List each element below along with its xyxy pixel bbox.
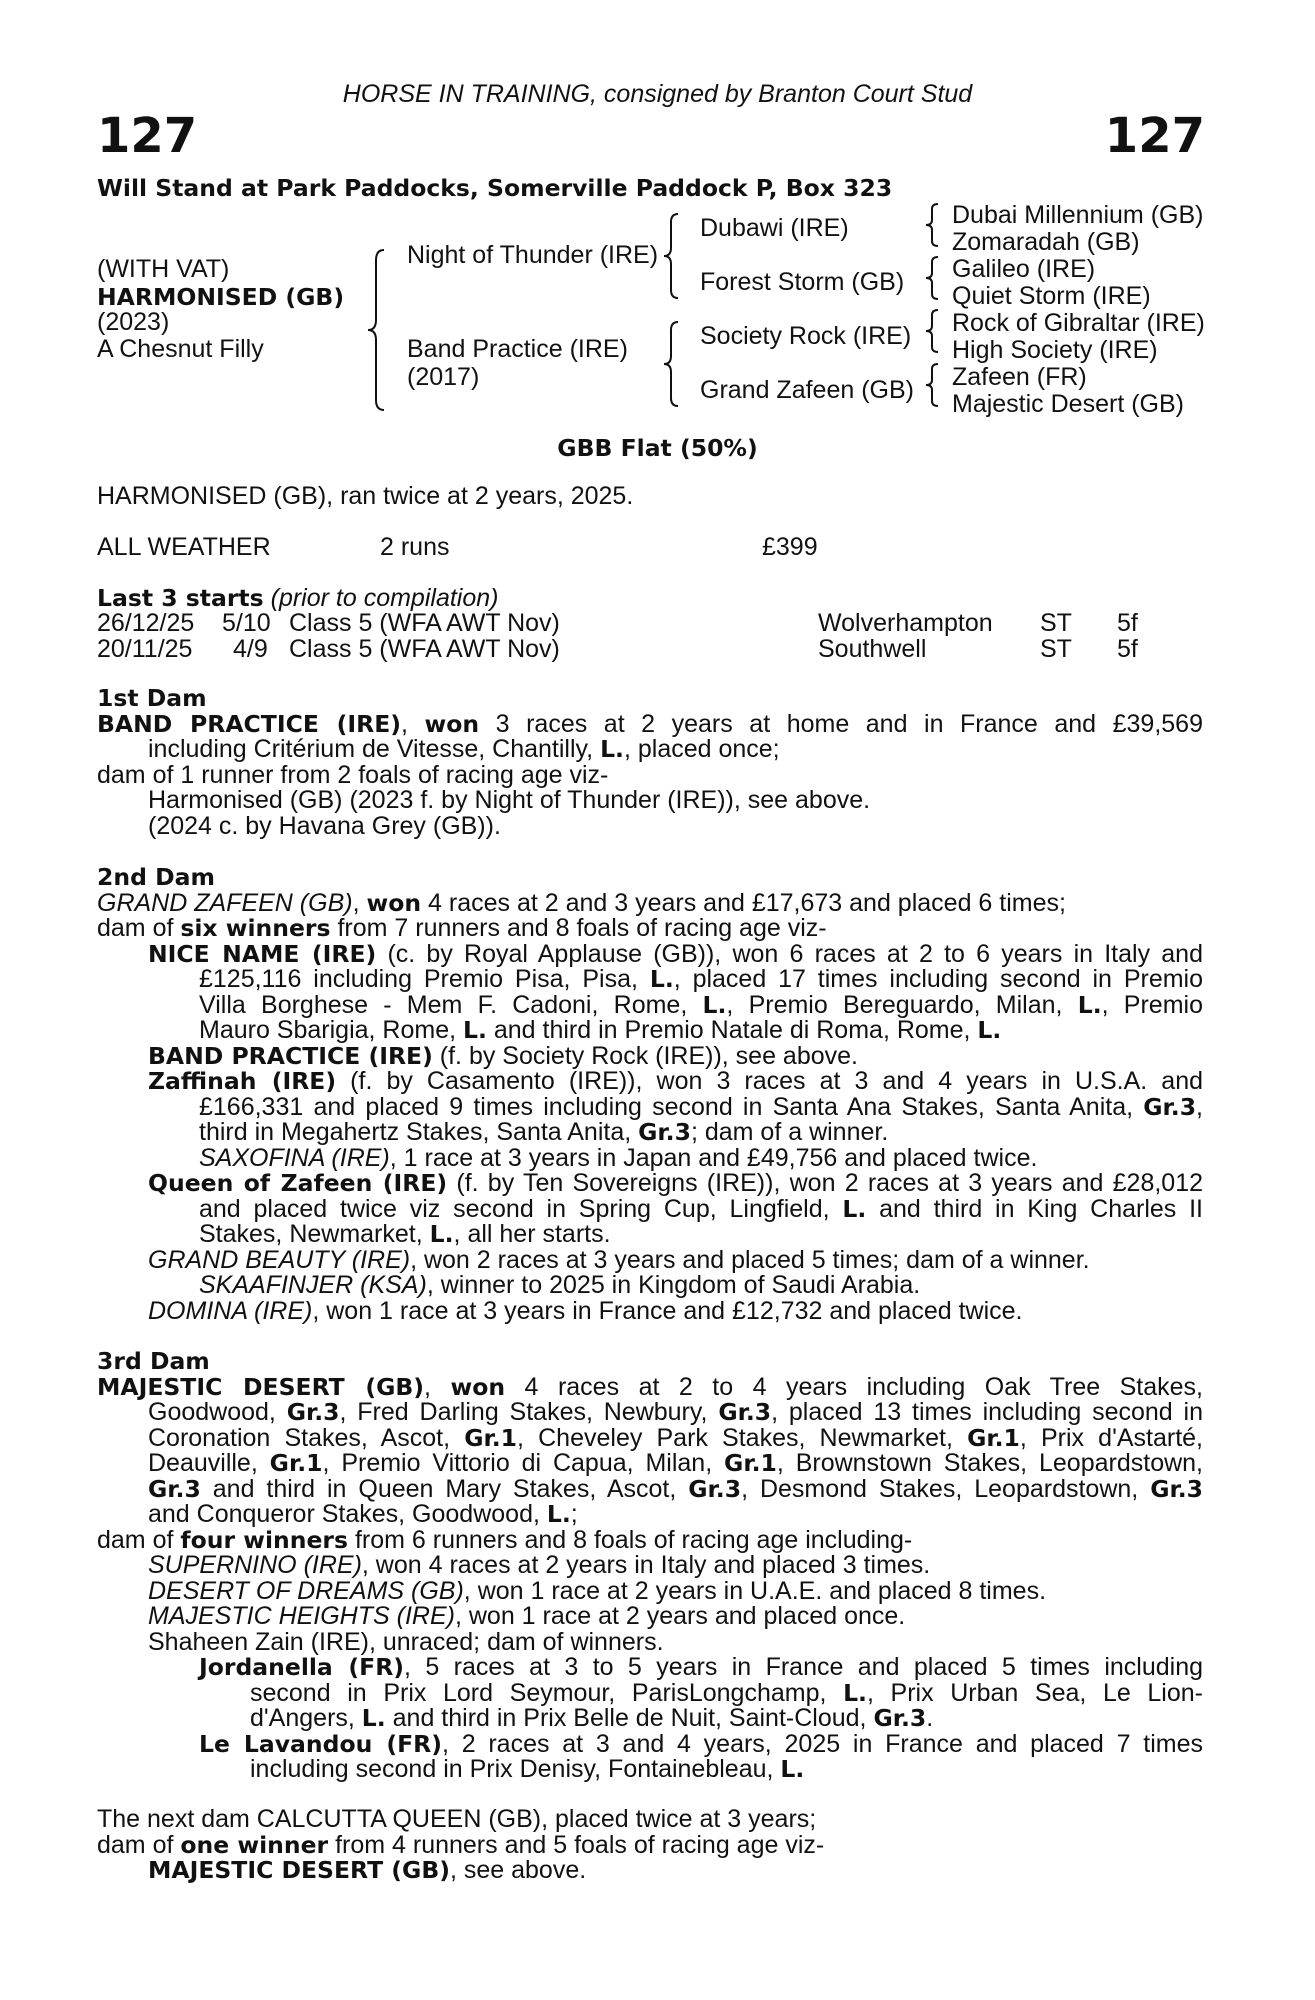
progeny-line <box>97 1296 1203 1325</box>
third-dam-text: Goodwood, <box>148 1398 287 1426</box>
progeny-text: , won 2 races at 3 years and placed 5 times; dam of a winner. <box>410 1245 1090 1274</box>
third-dam-line <box>97 1423 1204 1452</box>
progeny-line <box>97 1757 1203 1783</box>
start-date: 26/12/25 <box>97 609 195 637</box>
next-dam-section <box>97 1807 1203 1884</box>
horse-year: (2023) <box>97 308 170 336</box>
first-dam-section <box>97 686 1203 839</box>
third-dam-line <box>97 1451 1203 1477</box>
progeny-text: and third in Prix Belle de Nuit, Saint-Cloud, <box>385 1704 874 1732</box>
progeny-name: GRAND BEAUTY (IRE) <box>148 1245 411 1274</box>
start-going: ST <box>1040 609 1072 637</box>
progeny-line <box>97 1222 1203 1248</box>
next-dam-line: The next dam CALCUTTA QUEEN (GB), placed twice at 3 years; <box>97 1805 817 1833</box>
pedigree-sire-dam: Forest Storm (GB) <box>700 268 905 296</box>
listed-marker: L. <box>843 1678 867 1707</box>
pedigree-gen3-2: Zomaradah (GB) <box>952 228 1140 256</box>
progeny-line <box>97 1273 1203 1299</box>
first-dam-text: , placed once; <box>623 735 780 763</box>
progeny-text: Mauro Sbarigia, Rome, <box>199 1016 464 1044</box>
next-dam-produce <box>97 1830 1203 1859</box>
third-dam-heading: 3rd Dam <box>97 1347 210 1375</box>
progeny-text: , Prix Urban Sea, Le Lion- <box>866 1678 1203 1707</box>
progeny-line <box>97 1069 1203 1095</box>
pedigree-gen3-6: High Society (IRE) <box>952 336 1158 364</box>
third-dam-line <box>97 1502 1203 1528</box>
third-dam-text: ; <box>570 1500 578 1528</box>
record-runs: 2 runs <box>380 533 450 561</box>
progeny-name: Zaffinah (IRE) <box>148 1067 337 1095</box>
produce-winners: six winners <box>180 914 331 942</box>
second-dam-text: 4 races at 2 and 3 years and £17,673 and placed 6 times; <box>421 888 1066 917</box>
progeny-text: , 5 races at 3 to 5 years in France and placed 5 times including <box>404 1653 1203 1681</box>
group-marker: Gr.3 <box>148 1474 201 1503</box>
first-dam-progeny: (2024 c. by Havana Grey (GB)). <box>148 811 501 840</box>
produce-winners: four winners <box>180 1525 348 1554</box>
group-marker: Gr.3 <box>1150 1474 1203 1503</box>
progeny-line <box>97 1143 1203 1172</box>
progeny-text: , won 1 race at 2 years and placed once. <box>454 1602 906 1630</box>
record-earnings: £399 <box>762 533 818 561</box>
produce-text: from 6 runners and 8 foals of racing age including- <box>348 1525 913 1554</box>
group-marker: Gr.3 <box>688 1474 742 1503</box>
progeny-name: Jordanella (FR) <box>199 1653 405 1681</box>
third-dam-name: MAJESTIC DESERT (GB) <box>97 1372 425 1401</box>
progeny-line <box>97 1018 1203 1044</box>
pedigree-brace-g1 <box>924 204 940 246</box>
listed-marker: L. <box>842 1194 867 1223</box>
progeny-name: Le Lavandou (FR) <box>199 1729 442 1758</box>
listed-marker: L. <box>361 1704 386 1732</box>
produce-text: dam of <box>97 1830 181 1859</box>
pedigree-brace-dam <box>662 322 680 406</box>
third-dam-text: and Conqueror Stakes, Goodwood, <box>148 1500 547 1528</box>
second-dam-produce <box>97 916 1203 942</box>
listed-marker: L. <box>780 1755 805 1783</box>
pedigree-dam-dam: Grand Zafeen (GB) <box>700 376 914 404</box>
progeny-name: Queen of Zafeen (IRE) <box>148 1169 448 1197</box>
progeny-text: Villa Borghese - Mem F. Cadoni, Rome, <box>199 990 703 1019</box>
progeny-text: , Premio <box>1101 990 1203 1019</box>
third-dam-text: , Desmond Stakes, Leopardstown, <box>741 1474 1151 1503</box>
progeny-text: d'Angers, <box>250 1704 362 1732</box>
start-race: Class 5 (WFA AWT Nov) <box>289 635 560 663</box>
progeny-text: , all her starts. <box>453 1220 611 1248</box>
progeny-line <box>97 1041 1203 1070</box>
progeny-line: £166,331 and placed 9 times including second in Santa Ana Stakes, Santa Anita, Gr.3, <box>199 1092 1203 1121</box>
progeny-line <box>97 1576 1203 1605</box>
first-dam-produce: dam of 1 runner from 2 foals of racing age viz- <box>97 760 609 789</box>
third-dam-text: , Brownstown Stakes, Leopardstown, <box>776 1449 1203 1477</box>
third-dam-text: 4 races at 2 to 4 years including Oak Tree Stakes, <box>505 1372 1203 1401</box>
produce-text: dam of <box>97 914 181 942</box>
progeny-text: , 2 races at 3 and 4 years, 2025 in France and placed 7 times <box>441 1729 1203 1758</box>
lot-number-left: 127 <box>97 108 198 164</box>
vat-note: (WITH VAT) <box>97 255 230 283</box>
first-dam-text: 3 races at 2 years at home and in France and £39,569 <box>479 709 1203 738</box>
start-distance: 5f <box>1117 609 1138 637</box>
progeny-text: (f. by Casamento (IRE)), won 3 races at 3 and 4 years in U.S.A. and <box>336 1067 1203 1095</box>
listed-marker: L. <box>977 1016 1002 1044</box>
last-starts-heading <box>97 586 498 612</box>
progeny-line <box>97 1245 1203 1274</box>
pedigree-dam: Band Practice (IRE) <box>407 335 628 363</box>
progeny-line <box>97 1706 1203 1732</box>
progeny-text: , won 1 race at 3 years in France and £12,732 and placed twice. <box>312 1296 1023 1325</box>
third-dam-line <box>97 1474 1203 1503</box>
won-label: won <box>424 709 480 738</box>
progeny-text: and third in King Charles II <box>866 1194 1203 1223</box>
third-dam-produce <box>97 1525 1203 1554</box>
progeny-name: BAND PRACTICE (IRE) <box>148 1041 433 1070</box>
pedigree-gen3-4: Quiet Storm (IRE) <box>952 282 1151 310</box>
pedigree-brace-g3 <box>924 310 940 352</box>
first-dam-line <box>97 737 1203 763</box>
start-date: 20/11/25 <box>97 635 193 663</box>
progeny-name: NICE NAME (IRE) <box>148 939 377 968</box>
start-race: Class 5 (WFA AWT Nov) <box>289 609 560 637</box>
third-dam-text: Deauville, <box>148 1449 270 1477</box>
pedigree-brace-g4 <box>924 364 940 406</box>
second-dam-name: GRAND ZAFEEN (GB) <box>97 888 353 917</box>
third-dam-section <box>97 1349 1203 1783</box>
progeny-text: (f. by Ten Sovereigns (IRE)), won 2 races at 3 years and £28,012 <box>447 1169 1204 1197</box>
progeny-text: including second in Prix Denisy, Fontainebleau, <box>250 1755 781 1783</box>
third-dam-line <box>97 1400 1203 1426</box>
produce-text: from 4 runners and 5 foals of racing age viz- <box>328 1830 825 1859</box>
progeny-text: Stakes, Newmarket, <box>199 1220 430 1248</box>
second-dam-line: GRAND ZAFEEN (GB), won 4 races at 2 and 3 years and £17,673 and placed 6 times; <box>97 888 1066 917</box>
first-dam-name: BAND PRACTICE (IRE) <box>97 709 402 738</box>
progeny-line <box>97 1120 1203 1146</box>
record-surface: ALL WEATHER <box>97 533 271 561</box>
progeny-text: , placed 17 times including second in Premio <box>673 965 1203 993</box>
last-starts-note: (prior to compilation) <box>270 584 499 612</box>
progeny-text: , winner to 2025 in Kingdom of Saudi Arabia. <box>426 1271 921 1299</box>
progeny-line <box>97 990 1203 1019</box>
progeny-text: (f. by Society Rock (IRE)), see above. <box>432 1041 858 1070</box>
pedigree-sire-sire: Dubawi (IRE) <box>700 214 849 242</box>
pedigree-brace-sire <box>662 214 680 298</box>
progeny-line <box>97 1604 1203 1630</box>
progeny-text: second in Prix Lord Seymour, ParisLongchamp, <box>250 1678 844 1707</box>
progeny-line <box>97 1729 1203 1758</box>
progeny-text: , won 1 race at 2 years in U.A.E. and placed 8 times. <box>463 1576 1047 1605</box>
progeny-line: Shaheen Zain (IRE), unraced; dam of winners. <box>148 1627 664 1656</box>
progeny-text: £125,116 including Premio Pisa, Pisa, <box>199 965 650 993</box>
progeny-text: , won 4 races at 2 years in Italy and placed 3 times. <box>361 1551 931 1579</box>
listed-marker: L. <box>1077 990 1102 1019</box>
progeny-name: DESERT OF DREAMS (GB) <box>148 1576 464 1605</box>
pedigree-dam-sire: Society Rock (IRE) <box>700 322 912 350</box>
progeny-text: and placed twice viz second in Spring Cup, Lingfield, <box>199 1194 843 1223</box>
start-position: 4/9 <box>233 635 268 663</box>
pedigree-gen3-5: Rock of Gibraltar (IRE) <box>952 309 1205 337</box>
won-label: won <box>366 888 422 917</box>
third-dam-text: , Fred Darling Stakes, Newbury, <box>339 1398 719 1426</box>
start-going: ST <box>1040 635 1072 663</box>
lot-number-right: 127 <box>1104 108 1205 164</box>
progeny-text: , Premio Bereguardo, Milan, <box>726 990 1078 1019</box>
progeny-line <box>97 1553 1203 1579</box>
progeny-name: SKAAFINJER (KSA) <box>199 1271 427 1299</box>
listed-marker: L. <box>702 990 727 1019</box>
horse-description: A Chesnut Filly <box>97 335 264 363</box>
listed-marker: L. <box>600 735 624 763</box>
progeny-line <box>97 939 1203 968</box>
progeny-text: and third in Premio Natale di Roma, Rome, <box>486 1016 978 1044</box>
progeny-text: (c. by Royal Applause (GB)), won 6 races at 2 to 6 years in Italy and <box>376 939 1203 968</box>
pedigree-brace-main <box>366 250 386 410</box>
group-marker: Gr.3 <box>638 1118 691 1146</box>
produce-winners: one winner <box>180 1830 329 1859</box>
progeny-text: £166,331 and placed 9 times including second in Santa Ana Stakes, Santa Anita, <box>199 1092 1144 1121</box>
group-marker: Gr.3 <box>1143 1092 1197 1121</box>
listed-marker: L. <box>429 1220 454 1248</box>
progeny-line <box>97 1655 1203 1681</box>
pedigree-gen3-7: Zafeen (FR) <box>952 363 1087 391</box>
third-dam-text: Coronation Stakes, Ascot, <box>148 1423 465 1452</box>
progeny-name: SAXOFINA (IRE) <box>199 1143 390 1172</box>
progeny-line <box>97 1858 1203 1884</box>
progeny-name: DOMINA (IRE) <box>148 1296 313 1325</box>
start-course: Southwell <box>818 635 927 663</box>
stand-location: Will Stand at Park Paddocks, Somerville Paddock P, Box 323 <box>97 174 893 202</box>
race-summary: HARMONISED (GB), ran twice at 2 years, 2025. <box>97 482 634 510</box>
third-dam-text: , Cheveley Park Stakes, Newmarket, <box>517 1423 968 1452</box>
start-course: Wolverhampton <box>818 609 993 637</box>
third-dam-text: , placed 13 times including second in <box>771 1398 1203 1426</box>
last-starts-title: Last 3 starts <box>97 584 264 612</box>
progeny-line <box>97 1678 1203 1707</box>
progeny-line <box>97 1194 1203 1223</box>
third-dam-text: and third in Queen Mary Stakes, Ascot, <box>200 1474 689 1503</box>
progeny-name: SUPERNINO (IRE) <box>148 1551 362 1579</box>
progeny-name: MAJESTIC HEIGHTS (IRE) <box>148 1602 455 1630</box>
second-dam-heading: 2nd Dam <box>97 863 215 891</box>
pedigree-sire: Night of Thunder (IRE) <box>407 241 659 269</box>
pedigree-dam-year: (2017) <box>407 363 480 391</box>
produce-text: from 7 runners and 8 foals of racing age viz- <box>330 914 827 942</box>
group-marker: Gr.3 <box>718 1398 772 1426</box>
first-dam-progeny: Harmonised (GB) (2023 f. by Night of Thunder (IRE)), see above. <box>148 786 871 814</box>
progeny-text: third in Megahertz Stakes, Santa Anita, <box>199 1118 639 1146</box>
progeny-text: ; dam of a winner. <box>690 1118 889 1146</box>
listed-marker: L. <box>649 965 674 993</box>
progeny-text: , see above. <box>449 1856 587 1884</box>
first-dam-heading: 1st Dam <box>97 684 207 712</box>
produce-text: dam of <box>97 1525 181 1554</box>
pedigree-gen3-1: Dubai Millennium (GB) <box>952 201 1204 229</box>
progeny-line <box>97 1171 1203 1197</box>
third-dam-text: , Premio Vittorio di Capua, Milan, <box>322 1449 725 1477</box>
progeny-text: , 1 race at 3 years in Japan and £49,756 and placed twice. <box>389 1143 1038 1172</box>
progeny-text: . <box>926 1704 934 1732</box>
group-marker: Gr.1 <box>269 1449 323 1477</box>
listed-marker: L. <box>463 1016 487 1044</box>
start-position: 5/10 <box>222 609 271 637</box>
group-marker: Gr.1 <box>967 1423 1020 1452</box>
first-dam-line: BAND PRACTICE (IRE), won 3 races at 2 years at home and in France and £39,569 <box>97 709 1203 738</box>
pedigree-gen3-8: Majestic Desert (GB) <box>952 390 1184 418</box>
first-dam-text: including Critérium de Vitesse, Chantilly, <box>148 735 601 763</box>
horse-name: HARMONISED (GB) <box>97 283 345 311</box>
group-marker: Gr.1 <box>464 1423 518 1452</box>
progeny-name: MAJESTIC DESERT (GB) <box>148 1856 450 1884</box>
third-dam-line: MAJESTIC DESERT (GB), won 4 races at 2 to 4 years including Oak Tree Stakes, <box>97 1372 1203 1401</box>
listed-marker: L. <box>546 1500 571 1528</box>
group-marker: Gr.3 <box>873 1704 927 1732</box>
third-dam-text: , Prix d'Astarté, <box>1019 1423 1204 1452</box>
pedigree-brace-g2 <box>924 257 940 299</box>
gbb-flat-note: GBB Flat (50%) <box>557 434 758 462</box>
won-label: won <box>450 1372 506 1401</box>
group-marker: Gr.3 <box>286 1398 340 1426</box>
group-marker: Gr.1 <box>724 1449 777 1477</box>
progeny-line <box>97 967 1203 993</box>
pedigree-gen3-3: Galileo (IRE) <box>952 255 1096 283</box>
consignor-line: HORSE IN TRAINING, consigned by Branton Court Stud <box>342 80 973 108</box>
start-distance: 5f <box>1117 635 1138 663</box>
second-dam-section <box>97 865 1203 1324</box>
